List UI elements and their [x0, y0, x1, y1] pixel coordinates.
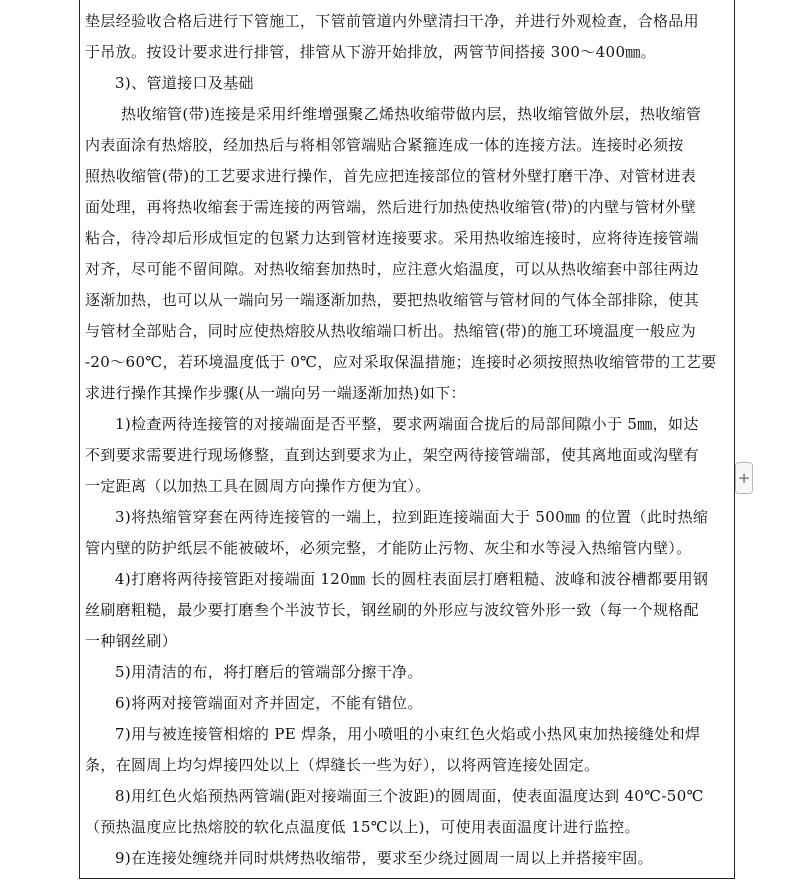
text-line: 丝刷磨粗糙，最少要打磨叁个半波节长，钢丝刷的外形应与波纹管外形一致（每一个规格配 — [85, 601, 700, 619]
text-line: 管内壁的防护纸层不能被破坏，必须完整，才能防止污物、灰尘和水等浸入热缩管内壁）。 — [85, 539, 692, 557]
text-line: 4)打磨将两待接管距对接端面 120㎜ 长的圆柱表面层打磨粗糙、波峰和波谷槽都要用钢 — [115, 570, 709, 588]
text-line: 1)检查两待连接管的对接端面是否平整，要求两端面合拢后的局部间隙小于 5㎜，如达 — [115, 415, 699, 433]
text-line: 对齐，尽可能不留间隙。对热收缩套加热时，应注意火焰温度，可以从热收缩套中部往两边 — [85, 260, 700, 278]
text-line: 照热收缩管(带)的工艺要求进行操作，首先应把连接部位的管材外壁打磨干净、对管材进表 — [85, 167, 697, 185]
text-line: 7)用与被连接管相熔的 PE 焊条，用小喷咀的小束红色火焰或小热风束加热接缝处和焊 — [115, 725, 701, 743]
plus-icon: + — [737, 469, 751, 487]
text-line: 条，在圆周上均匀焊接四处以上（焊缝长一些为好），以将两管连接处固定。 — [85, 756, 600, 774]
text-line: 8)用红色火焰预热两管端(距对接端面三个波距)的圆周面，使表面温度达到 40℃-50℃ — [115, 787, 704, 805]
text-line: 内表面涂有热熔胶，经加热后与将相邻管端贴合紧箍连成一体的连接方法。连接时必须按 — [85, 136, 684, 154]
text-line: 6)将两对接管端面对齐并固定，不能有错位。 — [115, 694, 423, 712]
text-line: 粘合，待冷却后形成恒定的包紧力达到管材连接要求。采用热收缩连接时，应将待连接管端 — [85, 229, 700, 247]
text-line: 一定距离（以加热工具在圆周方向操作方便为宜）。 — [85, 477, 431, 495]
text-line: 面处理，再将热收缩套于需连接的两管端，然后进行加热使热收缩管(带)的内壁与管材外壁 — [85, 198, 697, 216]
text-line: 于吊放。按设计要求进行排管，排管从下游开始排放，两管节间搭接 300～400㎜。 — [85, 43, 657, 61]
text-line: 热收缩管(带)连接是采用纤维增强聚乙烯热收缩带做内层，热收缩管做外层，热收缩管 — [121, 105, 702, 123]
text-line: 逐渐加热，也可以从一端向另一端逐渐加热，要把热收缩管与管材间的气体全部排除，使其 — [85, 291, 700, 309]
add-row-button[interactable] — [735, 462, 753, 494]
text-line: 垫层经验收合格后进行下管施工，下管前管道内外壁清扫干净，并进行外观检查，合格品用 — [85, 12, 700, 30]
text-line: （预热温度应比热熔胶的软化点温度低 15℃以上)，可使用表面温度计进行监控。 — [85, 818, 640, 836]
text-line: 5)用清洁的布，将打磨后的管端部分擦干净。 — [115, 663, 423, 681]
text-line: 不到要求需要进行现场修整，直到达到要求为止，架空两待接管端部，使其离地面或沟壁有 — [85, 446, 700, 464]
document-body — [85, 6, 729, 874]
text-line: -20～60℃，若环境温度低于 0℃，应对采取保温措施；连接时必须按照热收缩管带的工艺要 — [85, 353, 717, 371]
text-line: 9)在连接处缠绕并同时烘烤热收缩带，要求至少绕过圆周一周以上并搭接牢固。 — [115, 849, 653, 867]
text-line: 3)将热缩管穿套在两待连接管的一端上，拉到距连接端面大于 500㎜ 的位置（此时热缩 — [115, 508, 709, 526]
text-line: 与管材全部贴合，同时应使热熔胶从热收缩端口析出。热缩管(带)的施工环境温度一般应为 — [85, 322, 697, 340]
section-heading: 3)、管道接口及基础 — [115, 74, 254, 92]
text-line: 求进行操作其操作步骤(从一端向另一端逐渐加热)如下： — [85, 384, 466, 402]
text-line: 一种钢丝刷） — [85, 632, 178, 650]
